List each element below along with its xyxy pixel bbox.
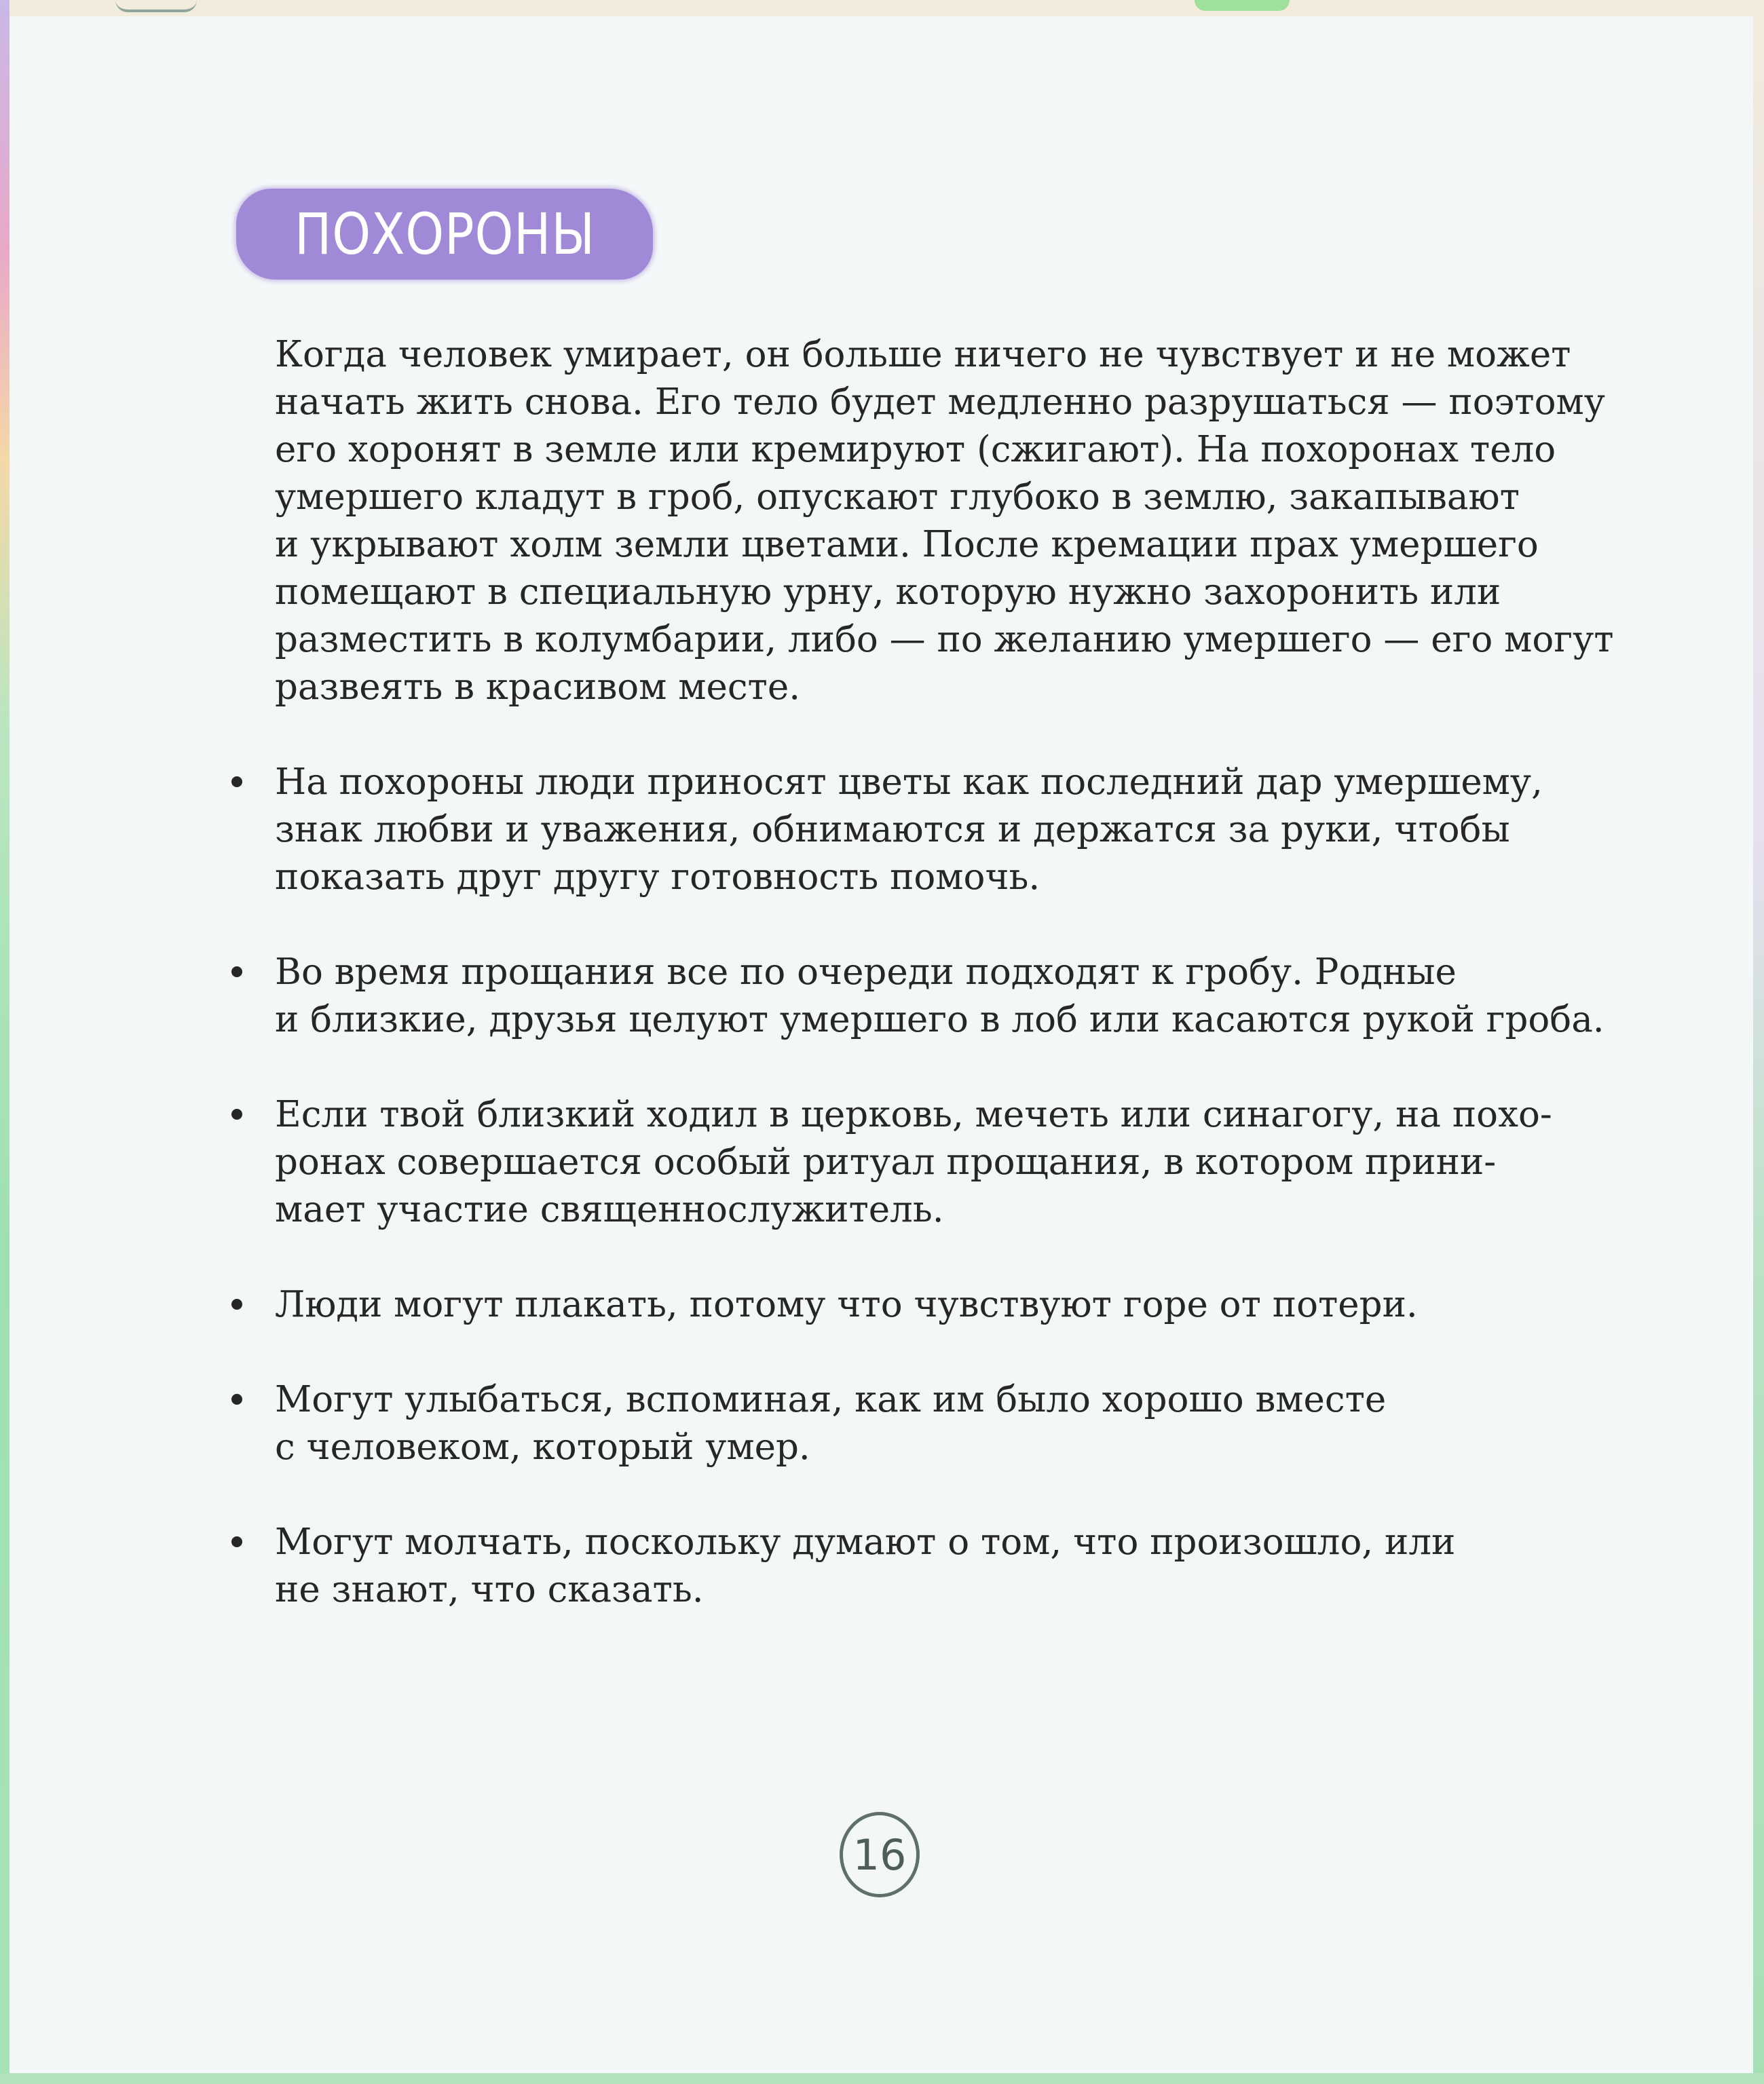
intro-paragraph bbox=[275, 331, 1614, 711]
bullet-line: На похороны люди приносят цветы как последний дар умершему, bbox=[275, 761, 1543, 803]
bullet-line: не знают, что сказать. bbox=[275, 1569, 704, 1610]
main-content bbox=[275, 331, 1614, 1661]
decorative-leaf-edge bbox=[1195, 0, 1290, 11]
bullet-point-icon bbox=[231, 1394, 242, 1405]
intro-line: начать жить снова. Его тело будет медленно разрушаться — поэтому bbox=[275, 381, 1605, 423]
bullet-line: с человеком, который умер. bbox=[275, 1426, 810, 1468]
intro-line: Когда человек умирает, он больше ничего не чувствует и не может bbox=[275, 334, 1571, 375]
intro-line: помещают в специальную урну, которую нужно захоронить или bbox=[275, 571, 1501, 613]
bullet-line: Во время прощания все по очереди подходят к гробу. Родные bbox=[275, 951, 1457, 993]
background-left-strip bbox=[0, 0, 10, 2084]
bullet-point-icon bbox=[231, 1109, 242, 1120]
intro-line: его хоронят в земле или кремируют (сжигают). На похоронах тело bbox=[275, 429, 1556, 470]
bullet-line: Могут молчать, поскольку думают о том, что произошло, или bbox=[275, 1521, 1456, 1563]
bullet-point-icon bbox=[231, 1536, 242, 1547]
bullet-line: Если твой близкий ходил в церковь, мечеть или синагогу, на похо- bbox=[275, 1094, 1552, 1135]
page-number: 16 bbox=[840, 1812, 920, 1897]
list-item bbox=[275, 759, 1605, 901]
bullet-point-icon bbox=[231, 1299, 242, 1310]
bullet-point-icon bbox=[231, 776, 242, 787]
intro-line: разместить в колумбарии, либо — по желанию умершего — его могут bbox=[275, 619, 1614, 660]
list-item bbox=[275, 1519, 1605, 1614]
bullet-line: и близкие, друзья целуют умершего в лоб или касаются рукой гроба. bbox=[275, 999, 1605, 1040]
background-bottom-strip bbox=[0, 2073, 1764, 2084]
decorative-illustration-edge bbox=[115, 0, 197, 12]
list-item bbox=[275, 1091, 1605, 1234]
list-item bbox=[275, 1376, 1605, 1471]
background-top-strip bbox=[0, 0, 1764, 16]
list-item bbox=[275, 949, 1605, 1044]
bullet-line: показать друг другу готовность помочь. bbox=[275, 856, 1040, 898]
intro-line: развеять в красивом месте. bbox=[275, 666, 801, 708]
bullet-line: мает участие священнослужитель. bbox=[275, 1189, 944, 1230]
intro-line: умершего кладут в гроб, опускают глубоко в землю, закапывают bbox=[275, 476, 1520, 518]
bullet-line: ронах совершается особый ритуал прощания, в котором прини- bbox=[275, 1141, 1497, 1183]
bullet-line: знак любви и уважения, обнимаются и держатся за руки, чтобы bbox=[275, 809, 1510, 850]
background-right-strip bbox=[1753, 0, 1764, 2084]
intro-line: и укрывают холм земли цветами. После кремации прах умершего bbox=[275, 524, 1539, 565]
page-title: ПОХОРОНЫ bbox=[294, 201, 595, 267]
list-item bbox=[275, 1281, 1605, 1329]
bullet-line: Могут улыбаться, вспоминая, как им было хорошо вместе bbox=[275, 1379, 1387, 1420]
title-badge bbox=[236, 189, 653, 280]
bullet-point-icon bbox=[231, 966, 242, 977]
bullet-line: Люди могут плакать, потому что чувствуют горе от потери. bbox=[275, 1284, 1418, 1325]
bullet-list bbox=[275, 759, 1605, 1614]
